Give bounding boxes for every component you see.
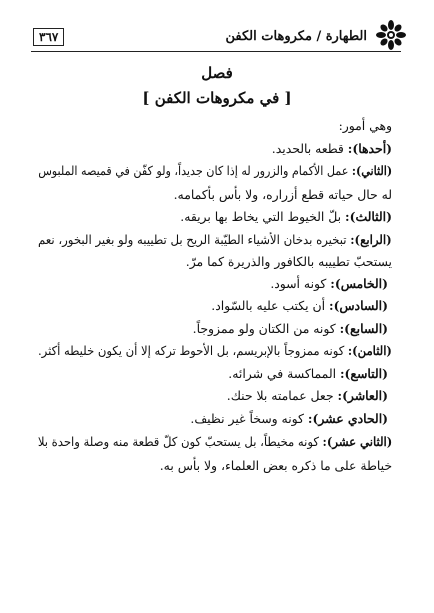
item-text: وهي أمور: [338, 118, 392, 133]
item-label: (السادس): [329, 298, 388, 313]
running-head: الطهارة / مكروهات الكفن [225, 29, 367, 44]
text-line [38, 163, 392, 179]
item-label: (التاسع): [339, 366, 388, 381]
item-label: (الخامس): [330, 276, 388, 291]
item-label: (أحدها): [347, 141, 392, 156]
section-title: فصل [201, 64, 233, 82]
text-line [38, 434, 392, 450]
text-line [211, 298, 388, 314]
item-text: أن يكتب عليه بالسّواد. [211, 298, 329, 313]
item-label: (السابع): [339, 321, 388, 336]
text-line [190, 411, 388, 427]
item-text: كونه من الكتان ولو ممزوجاً. [192, 321, 340, 336]
text-line [174, 187, 392, 203]
item-text: عمل الأكمام والزرور له إذا كان جديداً، ولو كفّن في قميصه الملبوس [38, 163, 352, 178]
item-text: كونه أسود. [270, 276, 331, 291]
item-text: له حال حياته قطع أزراره، ولا بأس بأكمامه. [173, 187, 392, 202]
flower-ornament-icon [375, 19, 407, 51]
item-label: (الثاني): [351, 163, 392, 178]
item-label: (الثامن): [347, 343, 392, 358]
text-line [38, 343, 392, 359]
item-text: تبخيره بدخان الأشياء الطيّبة الريح بل تطييبه ولو بغير البخور، نعم [38, 232, 351, 247]
item-text: كونه وسخاً غير نظيف. [190, 411, 308, 426]
chapter-title: [ في مكروهات الكفن ] [142, 89, 292, 107]
item-text: خياطة على ما ذكره بعض العلماء، ولا بأس به. [159, 458, 392, 473]
item-text: المماكسة في شرائه. [228, 366, 340, 381]
item-text: قطعه بالحديد. [271, 141, 348, 156]
item-label: (الثاني عشر): [322, 434, 392, 449]
text-line [193, 321, 388, 337]
item-text: يستحبّ تطييبه بالكافور والذريرة كما مرّ. [185, 254, 392, 269]
item-text: بلّ الخيوط التي يخاط بها بريقه. [180, 209, 346, 224]
item-text: كونه مخيطاً، بل يستحبّ كون كلّ قطعة منه وصلة واحدة بلا [37, 434, 323, 449]
item-label: (الحادي عشر): [307, 411, 388, 426]
page-header [31, 27, 401, 52]
text-line [180, 209, 392, 225]
page-number: ٣٦٧ [33, 28, 64, 46]
text-line [228, 366, 388, 382]
text-line [160, 458, 392, 474]
text-line [186, 254, 392, 270]
text-line [38, 232, 392, 248]
item-text: كونه ممزوجاً بالإبريسم، بل الأحوط تركه إلا أن يكون خليطه أكثر. [38, 343, 348, 358]
text-line [272, 141, 392, 157]
text-line [339, 118, 392, 134]
item-label: (العاشر): [337, 388, 388, 403]
item-label: (الرابع): [350, 232, 392, 247]
text-line [270, 276, 388, 292]
item-label: (الثالث): [345, 209, 392, 224]
text-line [227, 388, 388, 404]
item-text: جعل عمامته بلا حنك. [226, 388, 338, 403]
